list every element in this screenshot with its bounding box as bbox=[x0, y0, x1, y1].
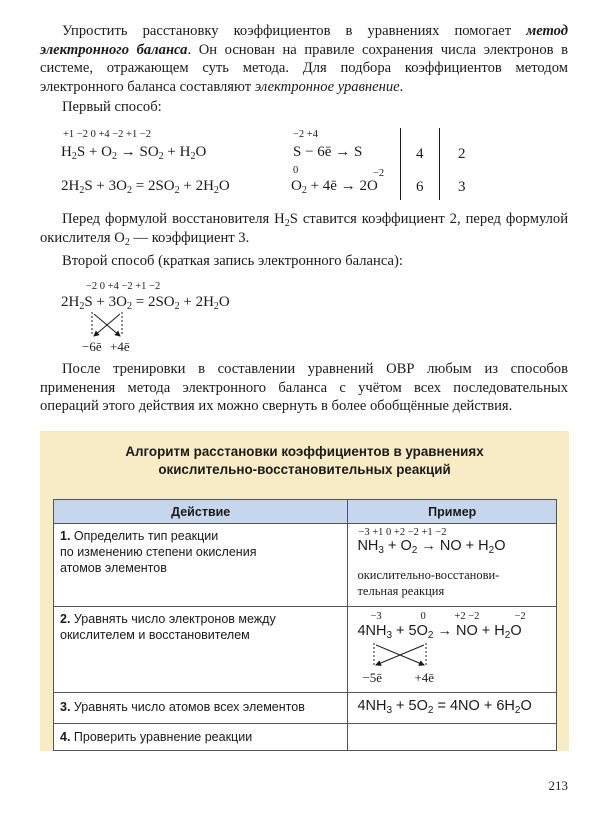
eq3-electron-transfer-arrows bbox=[80, 310, 140, 342]
balance-coefficient-1: 2 bbox=[458, 146, 466, 162]
ex1-note: окислительно-восстанови- тельная реакция bbox=[357, 568, 500, 598]
oxygen-oxidation-state-0: 0 bbox=[293, 165, 299, 176]
eq1-oxidation-states: +1 −2 0 +4 −2 +1 −2 bbox=[63, 129, 152, 140]
algorithm-title: Алгоритм расстановки коэффициентов в уравнениях окислительно-восстановительных реакций bbox=[125, 444, 484, 477]
column-header-example: Пример bbox=[348, 500, 557, 524]
ex3-equation: $4NH_3 + 5O_2 = 4NO + 6H_2O$ bbox=[357, 698, 532, 716]
second-way-label: Второй способ (краткая запись электронного баланса): bbox=[62, 253, 403, 269]
ex2-ox-no: +2 −2 bbox=[454, 611, 480, 622]
step-3: 3. Уравнять число атомов всех элементов bbox=[60, 700, 305, 714]
ex1-oxidation-states: −3 +1 0 +2 −2 +1 −2 bbox=[358, 527, 447, 538]
intro-paragraph: Упростить расстановку коэффициентов в уравнениях помогает метод электронного баланса. Он основан на правиле сохранения числа электронов в системе, отражающем суть метода. Для подбора коэффициентов методом электронного баланса составляют электронное уравнение. bbox=[40, 23, 568, 95]
balance-electrons-1: 4 bbox=[416, 146, 424, 162]
table-row bbox=[54, 693, 557, 724]
eq3-electrons-gained: +4ē bbox=[110, 339, 130, 354]
eq3-balanced: $2H_2S + 3O_2 = 2SO_2 + 2H_2O$ bbox=[61, 294, 230, 312]
ex2-ox-n: −3 bbox=[370, 611, 382, 622]
table-row bbox=[54, 724, 557, 751]
sulfur-half-equation: S − 6ē → S bbox=[293, 144, 363, 160]
eq2-balanced: $2H_2S + 3O_2 = 2SO_2 + 2H_2O$ bbox=[61, 178, 230, 196]
ex2-scheme: $4NH_3 + 5O_2$ → NO + $H_2O$ bbox=[357, 623, 522, 641]
ex2-electron-transfer-arrows bbox=[366, 641, 436, 671]
step-2: 2. Уравнять число электронов между окислителем и восстановителем bbox=[60, 612, 276, 642]
balance-coefficient-2: 3 bbox=[458, 179, 466, 195]
balance-divider-1 bbox=[400, 128, 401, 200]
page-number: 213 bbox=[548, 778, 568, 793]
ex1-scheme: $NH_3 + O_2$ → NO + $H_2O$ bbox=[357, 538, 506, 556]
summary-paragraph: После тренировки в составлении уравнений ОВР любым из способов применения метода электронного баланса с учётом всех последовательных операций этого действия их можно свернуть в более обобщённые действия. bbox=[40, 361, 568, 415]
eq3-oxidation-states: −2 0 +4 −2 +1 −2 bbox=[86, 281, 161, 292]
table-row bbox=[54, 524, 557, 607]
column-header-action: Действие bbox=[54, 500, 348, 524]
step-1: 1. Определить тип реакции по изменению степени окисления атомов элементов bbox=[60, 529, 257, 575]
step-4: 4. Проверить уравнение реакции bbox=[60, 730, 253, 744]
eq3-electrons-lost: −6ē bbox=[82, 339, 102, 354]
balance-divider-2 bbox=[439, 128, 440, 200]
ex2-electrons-gained: +4ē bbox=[414, 670, 435, 685]
oxygen-oxidation-state-minus2: −2 bbox=[373, 168, 385, 179]
ex2-ox-o2: 0 bbox=[420, 611, 426, 622]
first-way-label: Первый способ: bbox=[62, 99, 162, 115]
balance-electrons-2: 6 bbox=[416, 179, 424, 195]
ex2-ox-h2o: −2 bbox=[514, 611, 526, 622]
eq1-scheme: $H_2S + O_2 \to SO_2 + H_2O$ bbox=[61, 144, 207, 162]
oxygen-half-equation: $O_2$ + 4ē → 2O bbox=[291, 178, 378, 196]
algorithm-table bbox=[53, 499, 557, 751]
sulfur-oxidation-states: −2 +4 bbox=[293, 129, 318, 140]
algorithm-box bbox=[40, 431, 569, 751]
ex2-electrons-lost: −5ē bbox=[362, 670, 383, 685]
coefficient-explanation: Перед формулой восстановителя $H_2S$ ставится коэффициент 2, перед формулой окислителя $O_2$ — коэффициент 3. bbox=[40, 211, 569, 248]
table-row bbox=[54, 607, 557, 693]
